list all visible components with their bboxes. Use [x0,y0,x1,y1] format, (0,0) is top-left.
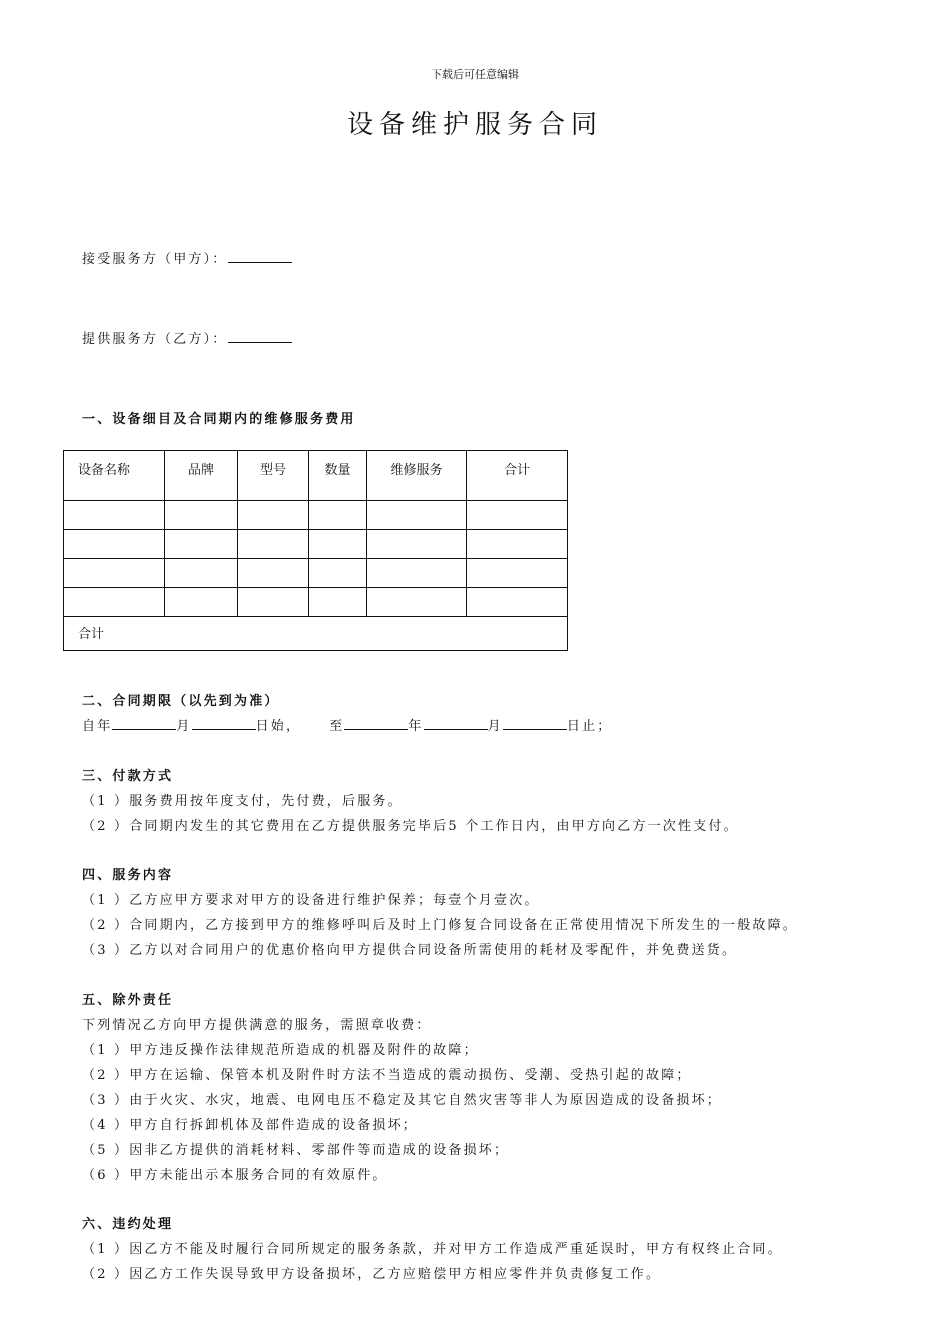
contract-period-line [82,715,612,734]
table-row [64,588,568,617]
list-item: （3 ）乙方以对合同用户的优惠价格向甲方提供合同设备所需使用的耗材及零配件，并免费送货。 [82,943,738,958]
table-cell[interactable] [309,588,367,617]
start-year-field[interactable] [112,717,176,730]
table-cell[interactable] [238,530,309,559]
party-b-label: 提供服务方（乙方）： [82,332,228,347]
document-title: 设备维护服务合同 [346,110,603,140]
end-year-field[interactable] [344,717,408,730]
table-cell[interactable] [367,530,467,559]
section5-heading: 五、除外责任 [82,993,174,1008]
table-header-cell: 维修服务 [367,451,467,501]
list-item: （2 ）合同期内，乙方接到甲方的维修呼叫后及时上门修复合同设备在正常使用情况下所发生的一般故障。 [82,918,799,933]
table-cell[interactable] [165,501,238,530]
list-item: （2 ）因乙方工作失误导致甲方设备损坏，乙方应赔偿甲方相应零件并负责修复工作。 [82,1267,662,1282]
table-cell[interactable] [165,530,238,559]
table-cell[interactable] [64,588,165,617]
table-cell[interactable] [64,501,165,530]
table-cell[interactable] [238,588,309,617]
period-text: 年 [408,719,424,734]
table-total-row [64,617,568,651]
period-text: 至 [329,719,345,734]
party-b-line [82,328,292,347]
table-header-cell: 设备名称 [64,451,165,501]
end-month-field[interactable] [424,717,488,730]
party-a-line [82,248,292,267]
table-cell[interactable] [309,559,367,588]
list-item: （6 ）甲方未能出示本服务合同的有效原件。 [82,1168,388,1183]
list-item: （5 ）因非乙方提供的消耗材料、零部件等而造成的设备损坏； [82,1143,510,1158]
table-cell[interactable] [467,501,568,530]
list-item: （4 ）甲方自行拆卸机体及部件造成的设备损坏； [82,1118,419,1133]
period-text: 日始， [255,719,302,734]
table-cell[interactable] [467,530,568,559]
table-row [64,559,568,588]
list-item: （2 ）甲方在运输、保管本机及附件时方法不当造成的震动损伤、受潮、受热引起的故障； [82,1068,692,1083]
list-item: （1 ）服务费用按年度支付，先付费，后服务。 [82,794,403,809]
party-a-label: 接受服务方（甲方）： [82,252,228,267]
table-cell[interactable] [238,501,309,530]
equipment-table [63,450,568,651]
table-header-cell: 数量 [309,451,367,501]
table-header-row [64,451,568,501]
table-cell[interactable] [64,559,165,588]
table-cell[interactable] [367,588,467,617]
list-item: （2 ）合同期内发生的其它费用在乙方提供服务完毕后5 个工作日内，由甲方向乙方一次性支付。 [82,819,739,834]
end-day-field[interactable] [503,717,567,730]
list-item: （3 ）由于火灾、水灾，地震、电网电压不稳定及其它自然灾害等非人为原因造成的设备损坏； [82,1093,723,1108]
section4-heading: 四、服务内容 [82,868,174,883]
party-a-field[interactable] [228,250,292,263]
table-cell[interactable] [467,559,568,588]
table-cell[interactable] [165,588,238,617]
table-header-cell: 型号 [238,451,309,501]
section5-intro: 下列情况乙方向甲方提供满意的服务，需照章收费： [82,1018,432,1033]
table-cell[interactable] [467,588,568,617]
period-text: 月 [487,719,503,734]
period-text: 自年 [82,719,113,734]
table-total-label: 合计 [64,617,568,651]
table-row [64,530,568,559]
header-note: 下载后可任意编辑 [431,68,519,81]
table-cell[interactable] [238,559,309,588]
table-cell[interactable] [367,559,467,588]
section3-heading: 三、付款方式 [82,769,174,784]
table-header-cell: 合计 [467,451,568,501]
table-header-cell: 品牌 [165,451,238,501]
period-text: 月 [176,719,192,734]
period-text: 日止； [566,719,613,734]
list-item: （1 ）乙方应甲方要求对甲方的设备进行维护保养；每壹个月壹次。 [82,893,540,908]
list-item: （1 ）甲方违反操作法律规范所造成的机器及附件的故障； [82,1043,479,1058]
table-cell[interactable] [64,530,165,559]
party-b-field[interactable] [228,330,292,343]
section6-heading: 六、违约处理 [82,1217,174,1232]
table-cell[interactable] [367,501,467,530]
list-item: （1 ）因乙方不能及时履行合同所规定的服务条款，并对甲方工作造成严重延误时，甲方有权终止合同。 [82,1242,783,1257]
section2-heading: 二、合同期限（以先到为准） [82,694,280,709]
table-row [64,501,568,530]
table-cell[interactable] [309,530,367,559]
start-month-field[interactable] [192,717,256,730]
table-cell[interactable] [165,559,238,588]
table-cell[interactable] [309,501,367,530]
section1-heading: 一、设备细目及合同期内的维修服务费用 [82,412,356,427]
